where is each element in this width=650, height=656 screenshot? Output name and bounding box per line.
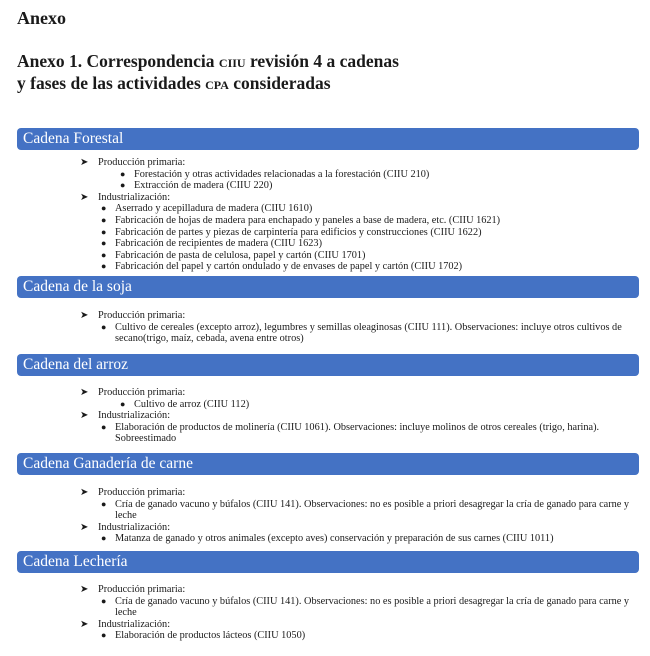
item-list	[80, 399, 640, 411]
bullet-icon: ●	[101, 421, 107, 432]
section-body-arroz	[80, 387, 640, 445]
section-header-soja: Cadena de la soja	[17, 276, 639, 298]
bullet-icon: ●	[101, 261, 107, 272]
item-text: Cultivo de cereales (excepto arroz), legumbres y semillas oleaginosas (CIIU 111). Observaciones: incluye otros cultivos de secano(trigo, maíz, cebada, avena entre otros)	[115, 321, 622, 345]
bullet-icon: ●	[101, 203, 107, 214]
item-text: Matanza de ganado y otros animales (excepto aves) conservación y preparación de sus carnes (CIIU 1011)	[115, 533, 554, 545]
list-item	[80, 422, 640, 445]
bullet-icon: ●	[101, 249, 107, 260]
arrow-bullet-icon: ➤	[80, 521, 89, 533]
section-body-forestal	[80, 157, 640, 273]
section-header-lecheria: Cadena Lechería	[17, 551, 639, 573]
bullet-icon: ●	[120, 398, 126, 409]
item-list	[80, 533, 640, 545]
bullet-icon: ●	[101, 214, 107, 225]
item-list	[80, 499, 640, 522]
item-list	[80, 322, 640, 345]
group-label: Industrialización:	[98, 521, 171, 533]
arrow-bullet-icon: ➤	[80, 310, 89, 321]
group-industrializacion	[80, 410, 640, 422]
bullet-icon: ●	[101, 498, 107, 509]
bullet-icon: ●	[101, 238, 107, 249]
annex-title-part: Anexo 1. Correspondencia	[17, 51, 219, 71]
item-list	[80, 596, 640, 619]
arrow-bullet-icon: ➤	[80, 387, 89, 398]
group-produccion-primaria	[80, 310, 640, 322]
list-item	[80, 203, 640, 215]
list-item	[80, 596, 640, 619]
annex-title	[17, 50, 577, 94]
item-list	[80, 169, 640, 192]
section-body-lecheria	[80, 584, 640, 642]
item-list	[80, 203, 640, 273]
item-text: Cría de ganado vacuno y búfalos (CIIU 141). Observaciones: no es posible a priori desagregar la cría de ganado para carne y leche	[115, 595, 630, 619]
group-industrializacion	[80, 522, 640, 534]
list-item	[80, 238, 640, 250]
bullet-icon: ●	[101, 321, 107, 332]
annex-title-part: y fases de las actividades	[17, 73, 206, 93]
item-text: Fabricación de hojas de madera para enchapado y paneles a base de madera, etc. (CIIU 1621)	[115, 214, 501, 226]
group-label: Producción primaria:	[98, 310, 186, 321]
item-text: Fabricación de pasta de celulosa, papel y cartón (CIIU 1701)	[115, 249, 366, 261]
section-header-arroz: Cadena del arroz	[17, 354, 639, 376]
list-item	[80, 215, 640, 227]
arrow-bullet-icon: ➤	[80, 584, 89, 595]
list-item	[80, 499, 640, 522]
item-text: Fabricación de partes y piezas de carpintería para edificios y construcciones (CIIU 1622)	[115, 226, 482, 238]
bullet-icon: ●	[101, 595, 107, 606]
list-item	[80, 261, 640, 273]
item-text: Elaboración de productos de molinería (CIIU 1061). Observaciones: incluye molinos de otros cereales (trigo, harina). Sobreestimado	[115, 421, 600, 445]
item-text: Fabricación del papel y cartón ondulado y de envases de papel y cartón (CIIU 1702)	[115, 261, 463, 273]
item-text: Forestación y otras actividades relacionadas a la forestación (CIIU 210)	[134, 168, 430, 180]
annex-title-ciiu: ciiu	[218, 51, 246, 71]
item-text: Extracción de madera (CIIU 220)	[134, 180, 273, 192]
group-industrializacion	[80, 619, 640, 631]
list-item	[80, 180, 640, 192]
bullet-icon: ●	[120, 180, 126, 191]
group-produccion-primaria	[80, 487, 640, 499]
arrow-bullet-icon: ➤	[80, 487, 89, 498]
annex-title-part: consideradas	[228, 73, 331, 93]
group-produccion-primaria	[80, 584, 640, 596]
group-industrializacion	[80, 192, 640, 204]
list-item	[80, 322, 640, 345]
group-label: Producción primaria:	[98, 487, 186, 498]
group-label: Industrialización:	[98, 618, 171, 630]
list-item	[80, 533, 640, 545]
section-header-forestal: Cadena Forestal	[17, 128, 639, 150]
group-label: Industrialización:	[98, 191, 171, 203]
bullet-icon: ●	[101, 533, 107, 544]
item-text: Aserrado y acepilladura de madera (CIIU 1610)	[115, 203, 313, 215]
group-label: Producción primaria:	[98, 584, 186, 595]
item-text: Cultivo de arroz (CIIU 112)	[134, 398, 250, 410]
item-list	[80, 630, 640, 642]
item-text: Elaboración de productos lácteos (CIIU 1050)	[115, 630, 306, 642]
group-label: Industrialización:	[98, 410, 171, 422]
list-item	[80, 399, 640, 411]
list-item	[80, 250, 640, 262]
item-list	[80, 422, 640, 445]
arrow-bullet-icon: ➤	[80, 191, 89, 203]
page-heading: Anexo	[17, 8, 66, 28]
bullet-icon: ●	[120, 168, 126, 179]
bullet-icon: ●	[101, 226, 107, 237]
arrow-bullet-icon: ➤	[80, 410, 89, 422]
section-body-ganaderia	[80, 487, 640, 545]
arrow-bullet-icon: ➤	[80, 157, 89, 168]
item-text: Cría de ganado vacuno y búfalos (CIIU 141). Observaciones: no es posible a priori desagregar la cría de ganado para carne y leche	[115, 498, 630, 522]
annex-title-part: revisión 4 a cadenas	[245, 51, 399, 71]
annex-title-cpa: cpa	[205, 73, 229, 93]
group-label: Producción primaria:	[98, 157, 186, 168]
item-text: Fabricación de recipientes de madera (CIIU 1623)	[115, 238, 322, 250]
group-produccion-primaria	[80, 157, 640, 169]
bullet-icon: ●	[101, 630, 107, 641]
section-body-soja	[80, 310, 640, 345]
list-item	[80, 169, 640, 181]
list-item	[80, 227, 640, 239]
group-produccion-primaria	[80, 387, 640, 399]
list-item	[80, 630, 640, 642]
section-header-ganaderia: Cadena Ganadería de carne	[17, 453, 639, 475]
arrow-bullet-icon: ➤	[80, 618, 89, 630]
group-label: Producción primaria:	[98, 387, 186, 398]
